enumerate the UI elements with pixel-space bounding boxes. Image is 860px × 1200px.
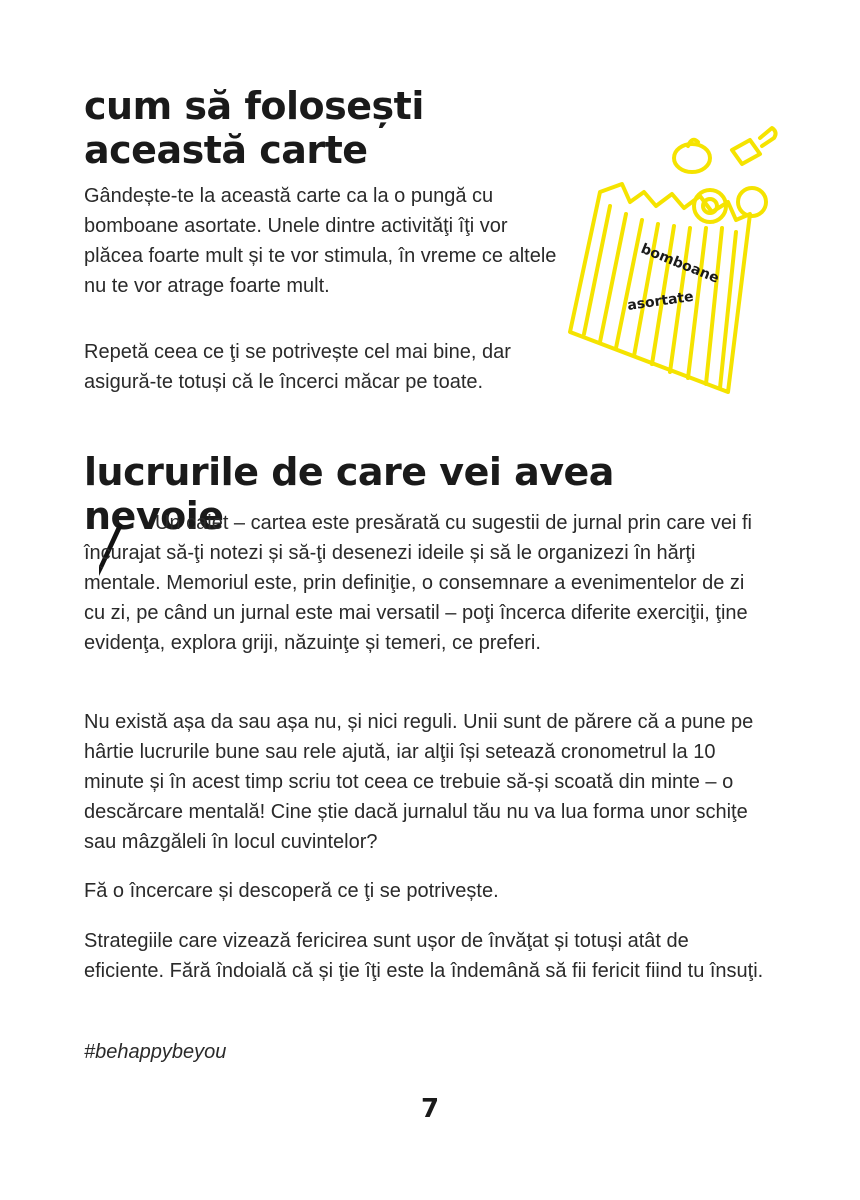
candy-shape (674, 144, 710, 172)
needs-paragraph: Fă o încercare și descoperă ce ţi se potrivește. (84, 880, 499, 902)
candy-shape (738, 188, 766, 216)
needs-paragraph: Nu există așa da sau așa nu, și nici reguli. Unii sunt de părere că a pune pe hârtie lucrurile bune sau rele ajută, iar alţii își setează cronometrul la 10 minute și în acest timp scriu tot ceea ce trebuie să-și scoată din minte – o descărcare mentală! Cine știe dacă jurnalul tău nu va lua forma unor schiţe sau mâzgăleli în locul cuvintelor? (84, 711, 754, 853)
candy-shape (760, 128, 776, 146)
usage-paragraph: Repetă ceea ce ţi se potrivește cel mai bine, dar asigură-te totuși că le încerci măcar pe toate. (84, 341, 511, 393)
section-title-usage: cum să folosești această carte (84, 84, 424, 172)
candy-shape (732, 140, 760, 164)
hashtag: #behappybeyou (84, 1041, 227, 1063)
page-number: 7 (420, 1094, 440, 1124)
bag-label-line2: asortate (626, 288, 695, 314)
section-title-needs: lucrurile de care vei avea nevoie (84, 450, 614, 538)
usage-paragraph: Gândește-te la această carte ca la o pungă cu bomboane asortate. Unele dintre activităţi îţi vor plăcea foarte mult și te vor stimula, în vreme ce altele nu te vor atrage foarte mult. (84, 185, 557, 297)
candy-bag-illustration (560, 110, 790, 400)
needs-paragraph: Un caiet – cartea este presărată cu sugestii de jurnal prin care vei fi încurajat să-ţi notezi și să-ţi desenezi ideile și să le organizezi în hărţi mentale. Memoriul este, prin definiţie, o consemnare a evenimentelor de zi cu zi, pe când un jurnal este mai versatil – poţi încerca diferite exerciţii, ţine evidenţa, explora griji, năzuinţe și temeri, ce preferi. (84, 512, 752, 654)
bag-label-line1: bomboane (638, 240, 722, 287)
needs-paragraph: Strategiile care vizează fericirea sunt ușor de învăţat și totuși atât de eficiente. Fără îndoială că și ţie îţi este la îndemână să fii fericit fiind tu însuţi. (84, 930, 764, 982)
